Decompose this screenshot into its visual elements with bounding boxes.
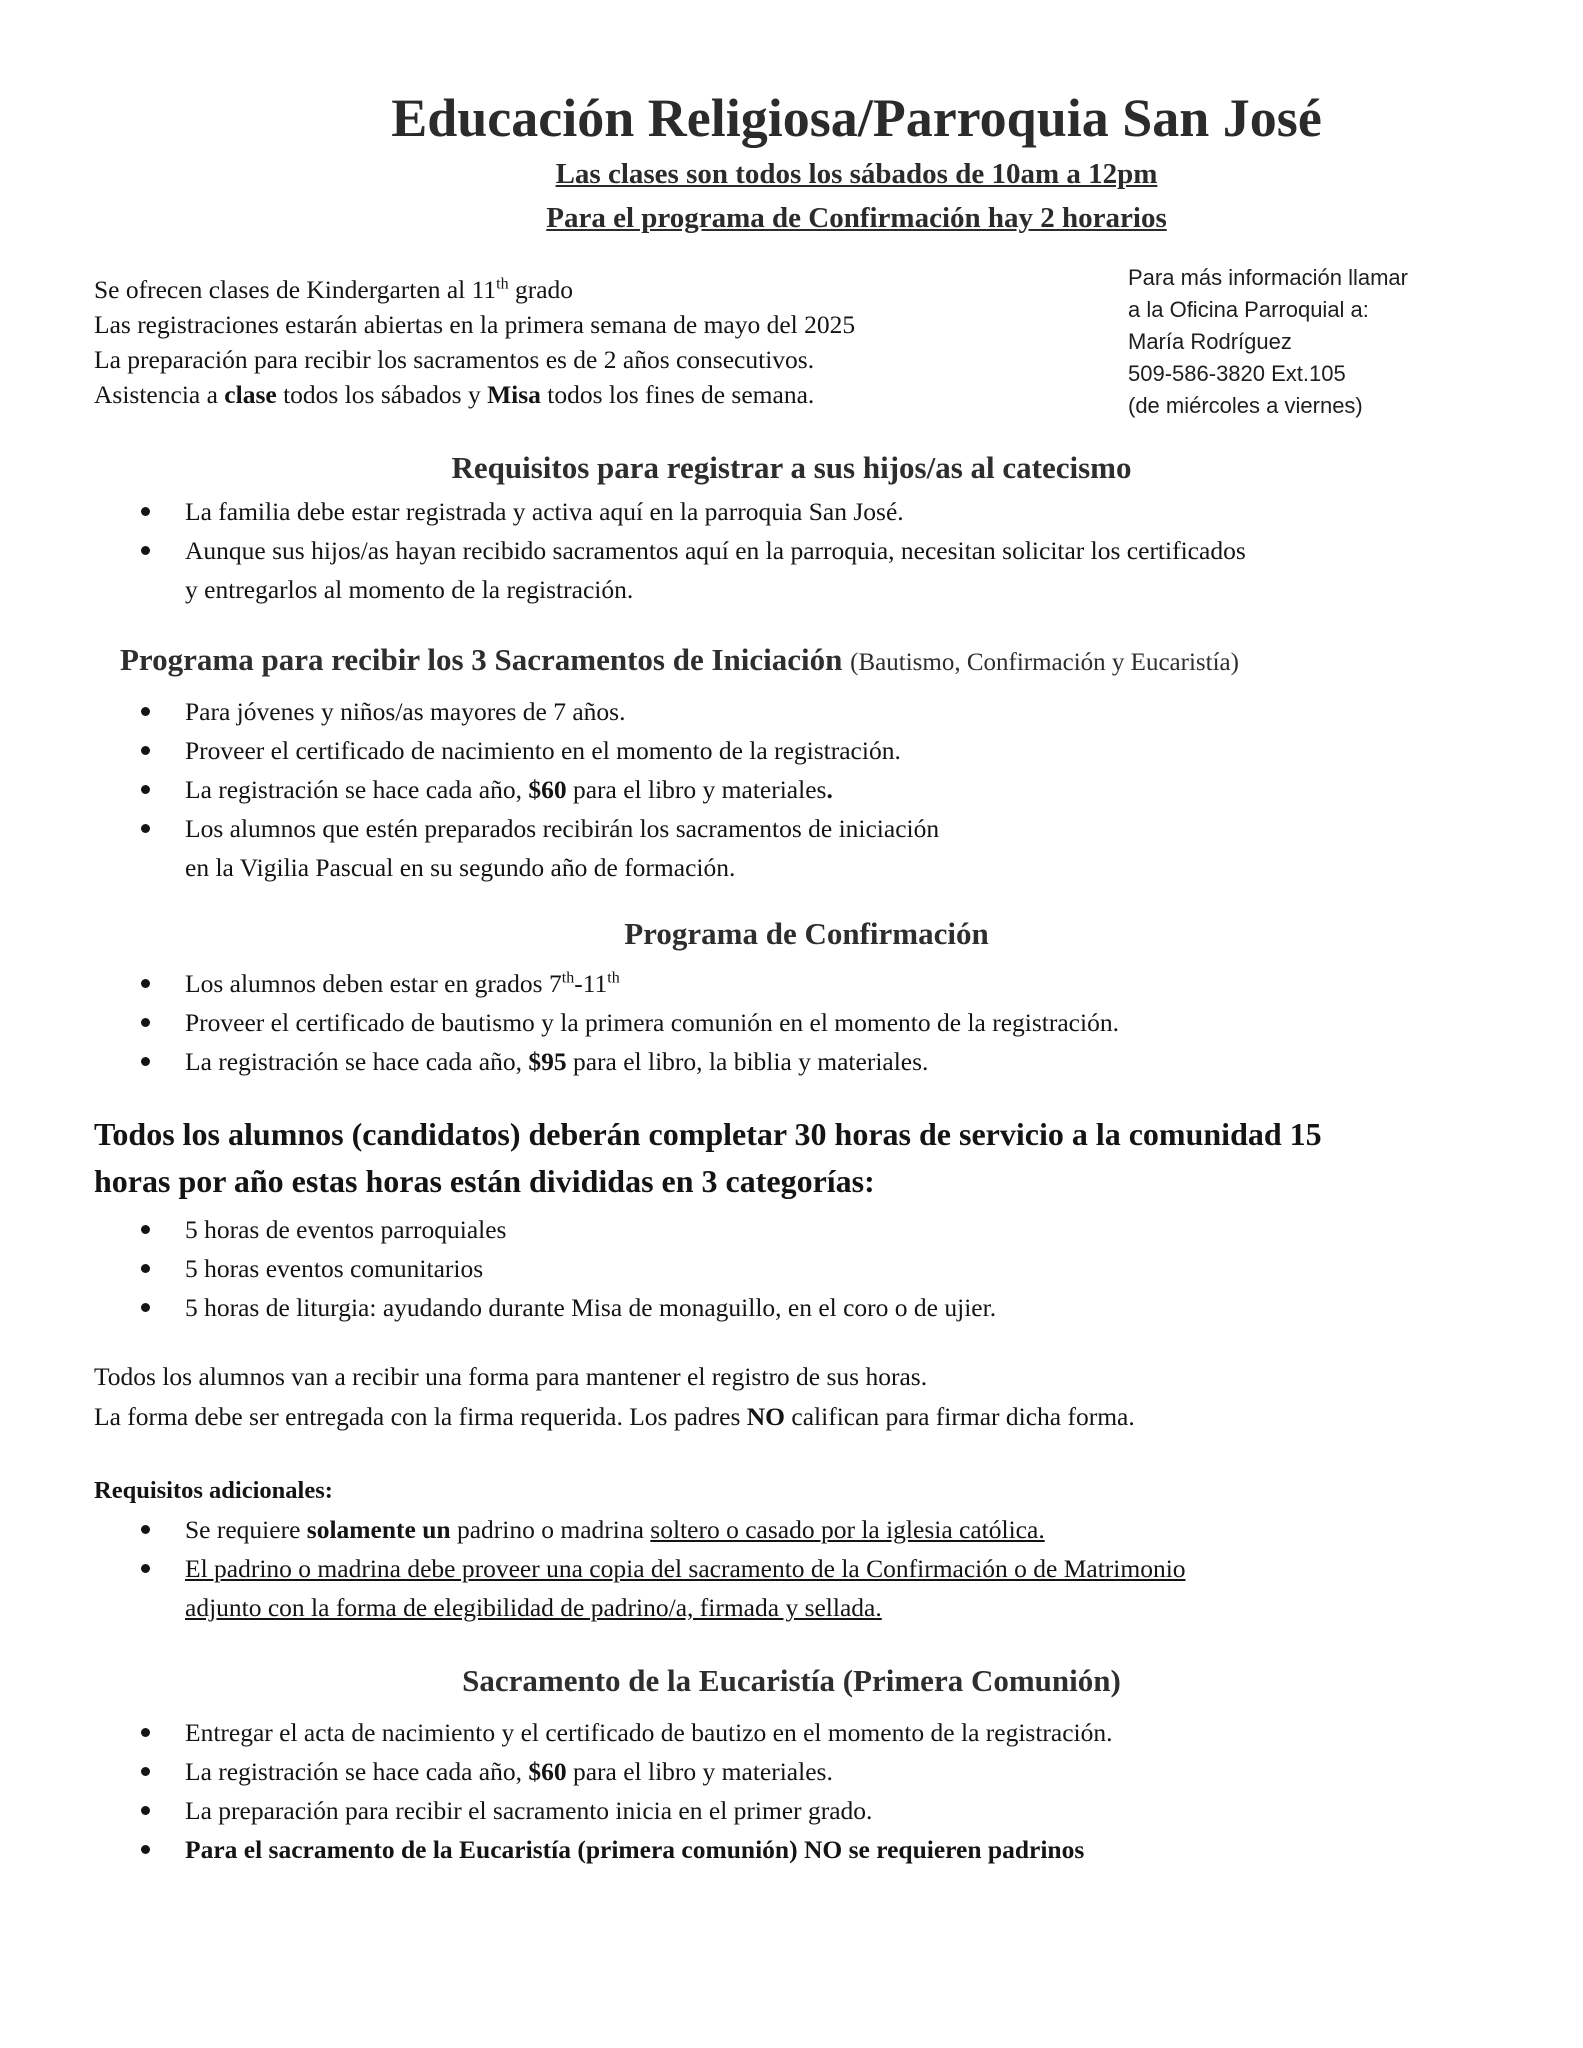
service-list bbox=[94, 1210, 996, 1327]
schedule-subtitle: Las clases son todos los sábados de 10am a 12pm bbox=[555, 158, 1158, 190]
list-item: Entregar el acta de nacimiento y el certificado de bautizo en el momento de la registración. bbox=[94, 1713, 1113, 1752]
list-item: Aunque sus hijos/as hayan recibido sacramentos aquí en la parroquia, necesitan solicitar los certificados y entregarlos al momento de la registración. bbox=[94, 531, 1246, 609]
bullet-icon bbox=[141, 1806, 150, 1815]
list-item: 5 horas eventos comunitarios bbox=[94, 1249, 996, 1288]
list-item: La registración se hace cada año, $95 para el libro, la biblia y materiales. bbox=[94, 1042, 1119, 1081]
eucaristia-list bbox=[94, 1713, 1113, 1869]
contact-line: a la Oficina Parroquial a: bbox=[1128, 297, 1369, 322]
list-item: La registración se hace cada año, $60 para el libro y materiales. bbox=[94, 1752, 1113, 1791]
contact-info bbox=[1128, 262, 1408, 422]
list-item: 5 horas de eventos parroquiales bbox=[94, 1210, 996, 1249]
contact-phone: 509-586-3820 Ext.105 bbox=[1128, 361, 1346, 386]
bullet-icon bbox=[141, 1525, 150, 1534]
bullet-icon bbox=[141, 979, 150, 988]
contact-line: Para más información llamar bbox=[1128, 265, 1408, 290]
intro-line-registration: Las registraciones estarán abiertas en la primera semana de mayo del 2025 bbox=[94, 310, 856, 339]
bullet-icon bbox=[141, 1728, 150, 1737]
requisitos-list bbox=[94, 492, 1246, 609]
bullet-icon bbox=[141, 1018, 150, 1027]
list-item: La familia debe estar registrada y activa aquí en la parroquia San José. bbox=[94, 492, 1246, 531]
bullet-icon bbox=[141, 546, 150, 555]
list-item: Proveer el certificado de nacimiento en el momento de la registración. bbox=[94, 731, 939, 770]
bullet-icon bbox=[141, 746, 150, 755]
section-heading-confirmacion: Programa de Confirmación bbox=[624, 916, 989, 951]
bullet-icon bbox=[141, 785, 150, 794]
bullet-icon bbox=[141, 1564, 150, 1573]
bullet-icon bbox=[141, 824, 150, 833]
list-item: Los alumnos que estén preparados recibirán los sacramentos de iniciación en la Vigilia Pascual en su segundo año de formación. bbox=[94, 809, 939, 887]
confirmacion-list bbox=[94, 964, 1119, 1081]
iniciacion-list bbox=[94, 692, 939, 887]
list-item: La preparación para recibir el sacramento inicia en el primer grado. bbox=[94, 1791, 1113, 1830]
list-item: Se requiere solamente un padrino o madrina soltero o casado por la iglesia católica. bbox=[94, 1510, 1186, 1549]
list-item: Los alumnos deben estar en grados 7th-11th bbox=[94, 964, 1119, 1003]
service-heading-line2: horas por año estas horas están divididas en 3 categorías: bbox=[94, 1163, 875, 1199]
bullet-icon bbox=[141, 1264, 150, 1273]
section-heading-eucaristia: Sacramento de la Eucaristía (Primera Comunión) bbox=[462, 1663, 1121, 1698]
page-title: Educación Religiosa/Parroquia San José bbox=[391, 88, 1322, 148]
bullet-icon bbox=[141, 1767, 150, 1776]
confirmation-schedule-subtitle: Para el programa de Confirmación hay 2 horarios bbox=[546, 202, 1167, 234]
contact-name: María Rodríguez bbox=[1128, 329, 1292, 354]
bullet-icon bbox=[141, 507, 150, 516]
adicionales-list bbox=[94, 1510, 1186, 1627]
list-item: 5 horas de liturgia: ayudando durante Misa de monaguillo, en el coro o de ujier. bbox=[94, 1288, 996, 1327]
service-signature-note: La forma debe ser entregada con la firma requerida. Los padres NO califican para firmar dicha forma. bbox=[94, 1402, 1135, 1431]
list-item: La registración se hace cada año, $60 para el libro y materiales. bbox=[94, 770, 939, 809]
bullet-icon bbox=[141, 1845, 150, 1854]
list-item: Para jóvenes y niños/as mayores de 7 años. bbox=[94, 692, 939, 731]
list-item: Para el sacramento de la Eucaristía (primera comunión) NO se requieren padrinos bbox=[94, 1830, 1113, 1869]
bullet-icon bbox=[141, 1303, 150, 1312]
contact-hours: (de miércoles a viernes) bbox=[1128, 393, 1363, 418]
section-heading-iniciacion: Programa para recibir los 3 Sacramentos de Iniciación (Bautismo, Confirmación y Eucaristía) bbox=[120, 642, 1239, 677]
intro-line-attendance: Asistencia a clase todos los sábados y Misa todos los fines de semana. bbox=[94, 380, 815, 409]
bullet-icon bbox=[141, 1057, 150, 1066]
section-heading-requisitos: Requisitos para registrar a sus hijos/as al catecismo bbox=[451, 450, 1132, 485]
service-heading-line1: Todos los alumnos (candidatos) deberán completar 30 horas de servicio a la comunidad 15 bbox=[94, 1116, 1322, 1152]
bullet-icon bbox=[141, 1225, 150, 1234]
section-heading-adicionales: Requisitos adicionales: bbox=[94, 1477, 333, 1504]
list-item: El padrino o madrina debe proveer una copia del sacramento de la Confirmación o de Matrimonio adjunto con la forma de elegibilidad de padrino/a, firmada y sellada. bbox=[94, 1549, 1186, 1627]
list-item: Proveer el certificado de bautismo y la primera comunión en el momento de la registración. bbox=[94, 1003, 1119, 1042]
intro-line-preparation: La preparación para recibir los sacramentos es de 2 años consecutivos. bbox=[94, 345, 815, 374]
intro-line-grades: Se ofrecen clases de Kindergarten al 11th grado bbox=[94, 275, 574, 304]
service-form-note: Todos los alumnos van a recibir una forma para mantener el registro de sus horas. bbox=[94, 1362, 928, 1391]
bullet-icon bbox=[141, 707, 150, 716]
